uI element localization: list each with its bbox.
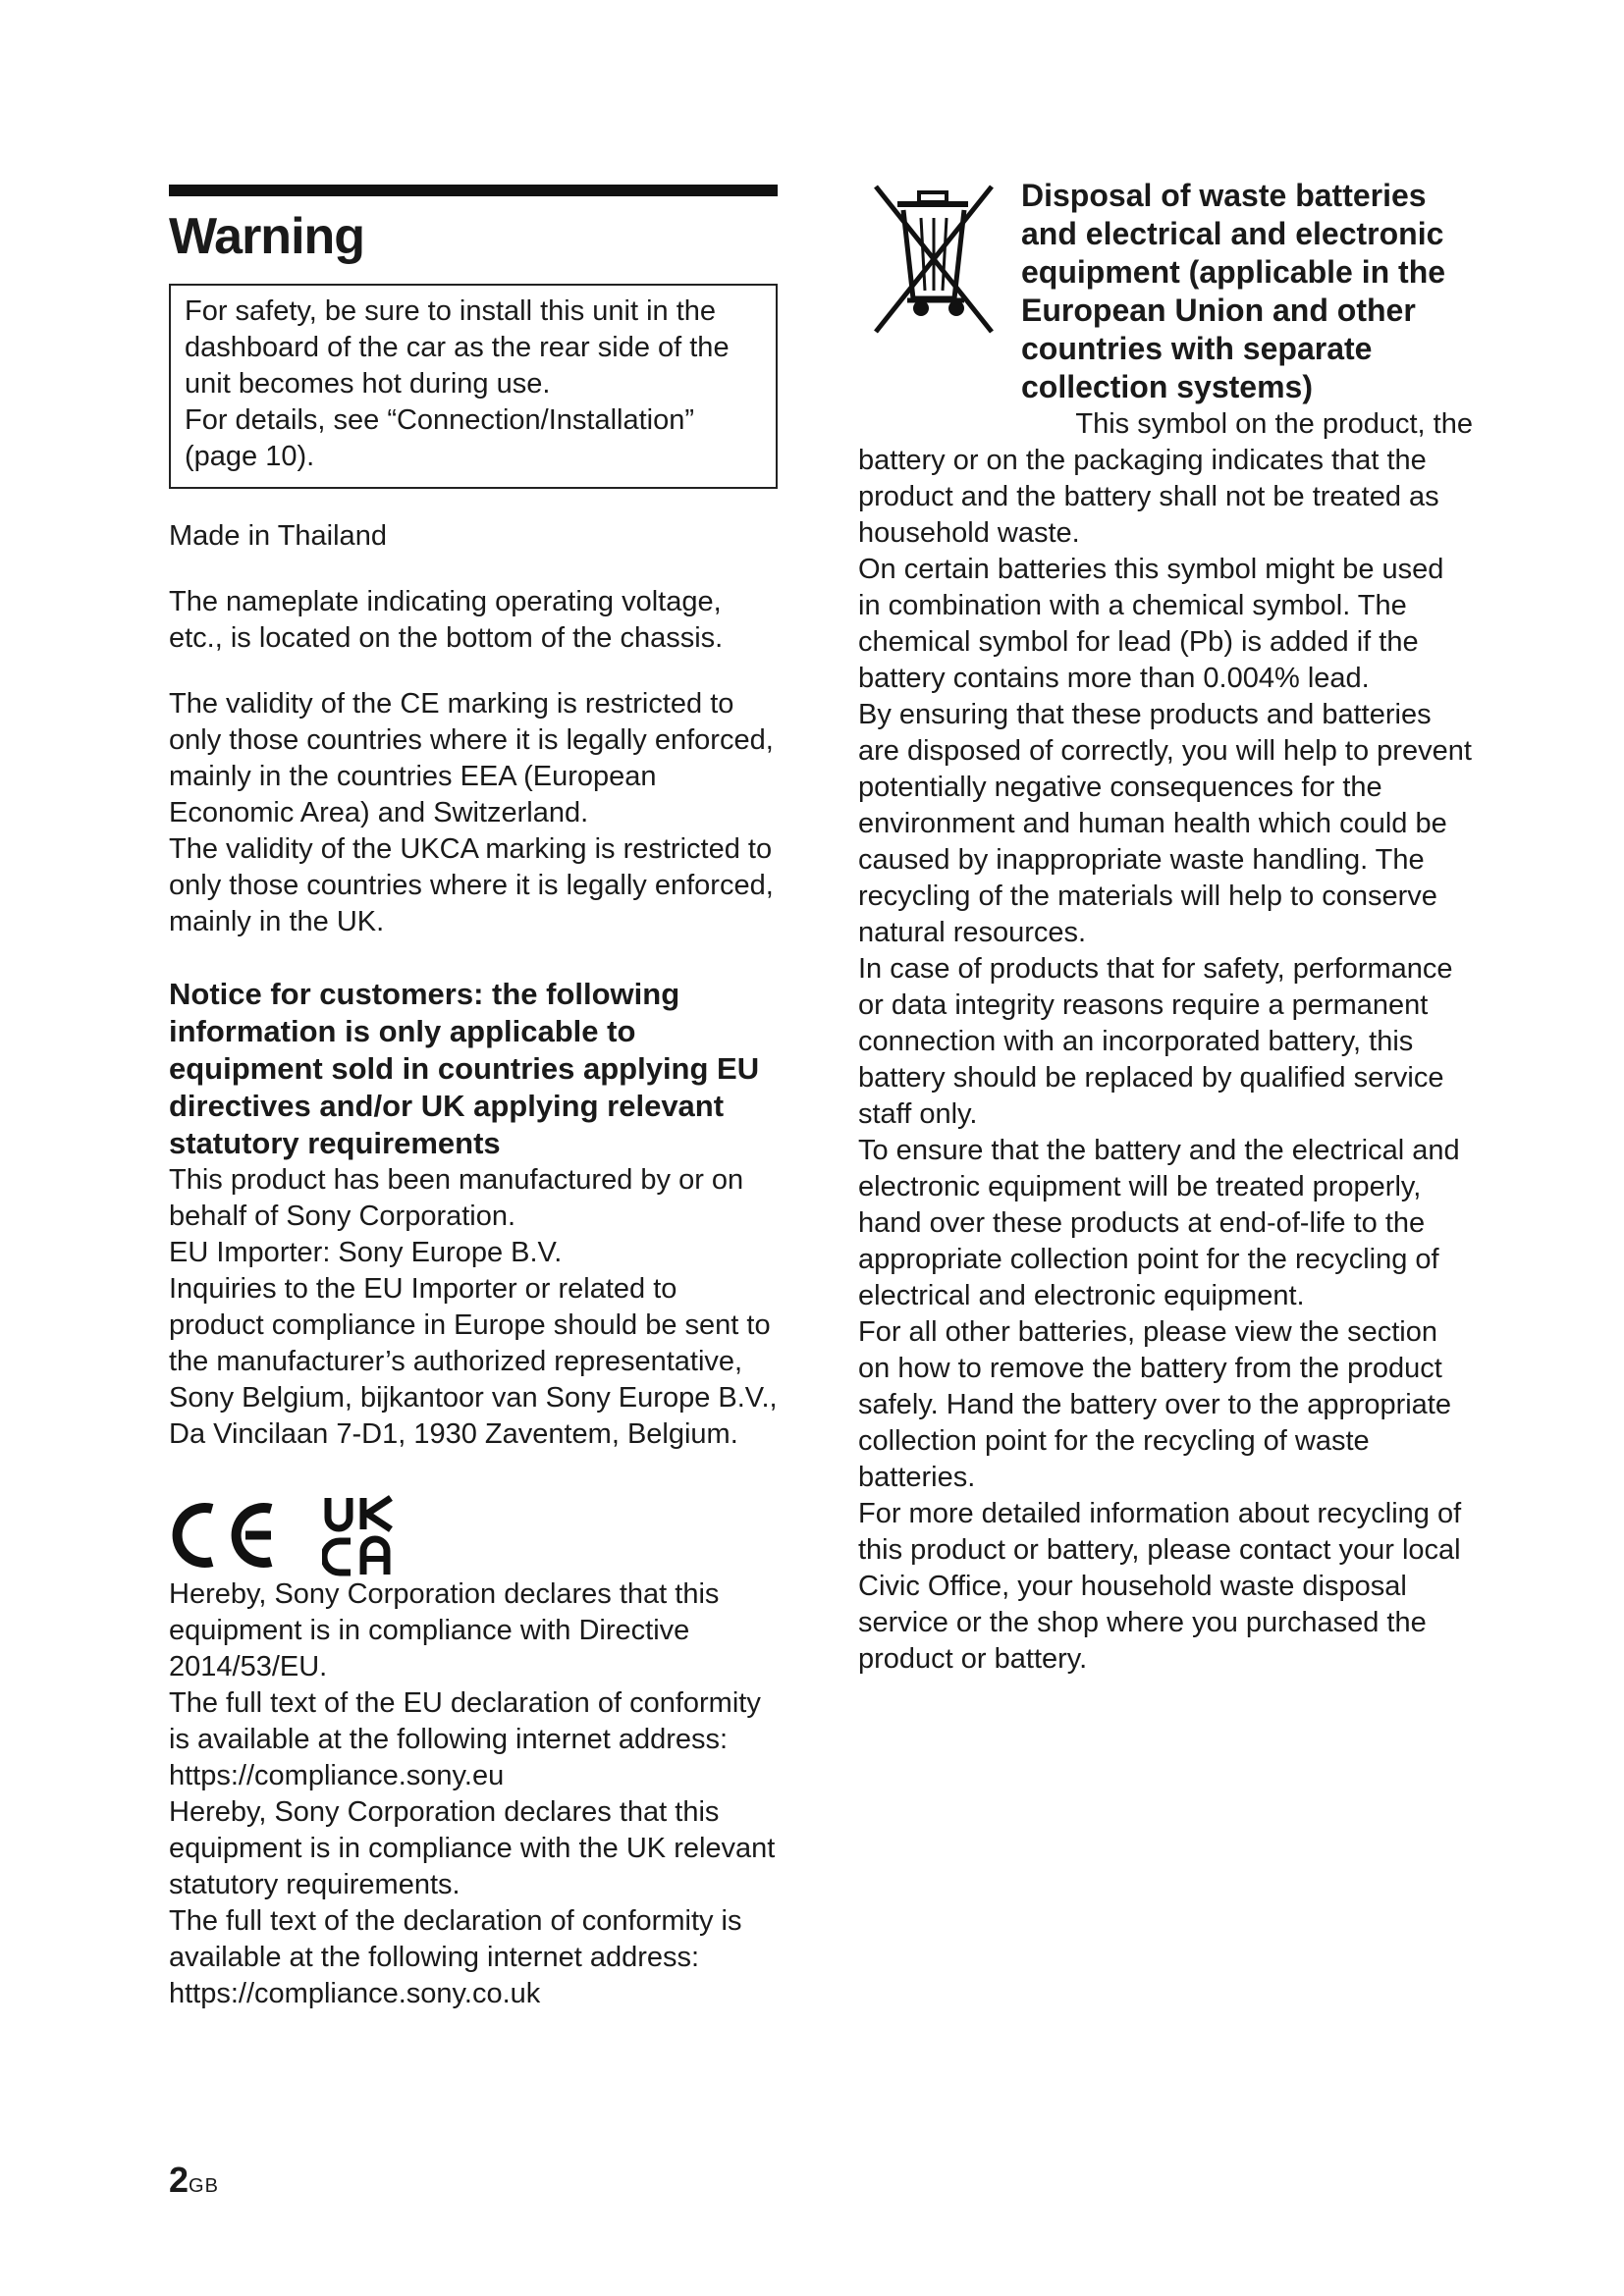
uk-declaration-text: Hereby, Sony Corporation declares that this equipment is in compliance with the UK relevant statutory requirements.: [169, 1795, 776, 1900]
ce-validity-text: The validity of the CE marking is restricted to only those countries where it is legally enforced, mainly in the countries EEA (European Economic Area) and Switzerland.: [169, 687, 774, 828]
notice-manufacturer-text: This product has been manufactured by or on behalf of Sony Corporation.: [169, 1163, 744, 1232]
page-number: [169, 2160, 219, 2201]
incorporated-battery-text: In case of products that for safety, performance or data integrity reasons require a permanent connection with an incorporated battery, this battery should be replaced by qualified service staff only.: [858, 953, 1453, 1130]
eu-declaration-text: Hereby, Sony Corporation declares that this equipment is in compliance with Directive 2014/53/EU.: [169, 1577, 720, 1682]
ukca-mark-logo: [322, 1494, 397, 1576]
eu-compliance-url[interactable]: https://compliance.sony.eu: [169, 1759, 505, 1791]
safety-details-text: For details, see “Connection/Installation” (page 10).: [185, 403, 695, 472]
page-title: Warning: [169, 208, 365, 265]
ukca-validity-text: The validity of the UKCA marking is restricted to only those countries where it is legally enforced, mainly in the UK.: [169, 832, 774, 937]
chemical-symbol-text: On certain batteries this symbol might be used in combination with a chemical symbol. The chemical symbol for lead (Pb) is added if the battery contains more than 0.004% lead.: [858, 554, 1444, 694]
safety-warning-text: For safety, be sure to install this unit in the dashboard of the car as the rear side of the unit becomes hot during use.: [185, 294, 730, 400]
nameplate-text: The nameplate indicating operating voltage, etc., is located on the bottom of the chassis.: [169, 585, 724, 654]
made-in-text: Made in Thailand: [169, 519, 387, 552]
end-of-life-text: To ensure that the battery and the electrical and electronic equipment will be treated properly, hand over these products at end-of-life to the appropriate collection point for the recycling of electrical and electronic equipment.: [858, 1135, 1460, 1311]
disposal-symbol-text-start: This symbol on the product, the: [1075, 408, 1473, 440]
correct-disposal-text: By ensuring that these products and batteries are disposed of correctly, you will help to prevent potentially negative consequences for the environment and human health which could be caused by inappropriate waste handling. The recycling of the materials will help to conserve natural resources.: [858, 699, 1472, 948]
notice-inquiries-text: Inquiries to the EU Importer or related to product compliance in Europe should be sent to the manufacturer’s authorized representative, Sony Belgium, bijkantoor van Sony Europe B.V., Da Vincilaan 7-D1, 1930 Zaventem, Belgium.: [169, 1272, 778, 1450]
more-information-text: For more detailed information about recycling of this product or battery, please contact your local Civic Office, your household waste disposal service or the shop where you purchased the product or battery.: [858, 1498, 1462, 1675]
left-column: [169, 185, 778, 2012]
other-batteries-text: For all other batteries, please view the section on how to remove the battery from the product safely. Hand the battery over to the appropriate collection point for the recycling of waste batteries.: [858, 1316, 1451, 1493]
conformity-marks: [169, 1494, 778, 1576]
disposal-header: [858, 175, 1473, 406]
uk-compliance-url[interactable]: https://compliance.sony.co.uk: [169, 1977, 541, 2009]
ce-mark-logo: [169, 1501, 279, 1570]
disposal-symbol-text: battery or on the packaging indicates that the product and the battery shall not be treated as household waste.: [858, 445, 1439, 549]
page-number-value: 2: [169, 2160, 189, 2200]
page-language-suffix: GB: [189, 2175, 219, 2197]
crossed-out-bin-icon: [854, 175, 1011, 342]
notice-heading: Notice for customers: the following information is only applicable to equipment sold in countries applying EU directives and/or UK applying relevant statutory requirements: [169, 976, 760, 1160]
disposal-heading: Disposal of waste batteries and electrical and electronic equipment (applicable in the European Union and other countries with separate collection systems): [1021, 178, 1446, 404]
right-column: [858, 175, 1473, 1678]
eu-declaration-fulltext-text: The full text of the EU declaration of conformity is available at the following internet address:: [169, 1686, 761, 1755]
uk-declaration-fulltext-text: The full text of the declaration of conformity is available at the following internet address:: [169, 1904, 742, 1973]
notice-importer-text: EU Importer: Sony Europe B.V.: [169, 1236, 563, 1268]
title-rule: [169, 185, 778, 196]
safety-warning-box: [169, 284, 778, 489]
